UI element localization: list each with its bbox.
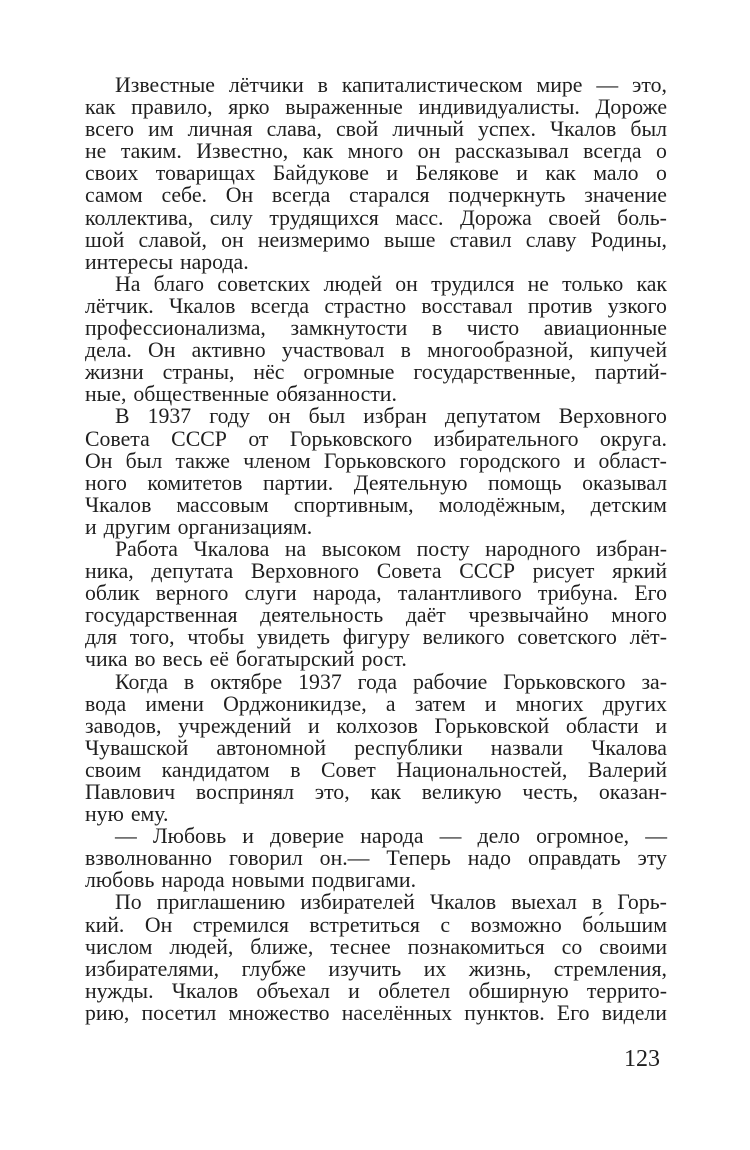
text-line: Работа Чкалова на высоком посту народного избран- (115, 536, 667, 561)
text-line: своих товарищах Байдукове и Белякове и как мало о (85, 161, 667, 186)
page-text (85, 74, 667, 1024)
text-line: лётчик. Чкалов всегда страстно восставал против узкого (85, 293, 667, 318)
paragraph (85, 538, 667, 671)
text-line: самом себе. Он всегда старался подчеркнуть значение (85, 183, 667, 208)
text-line: Чкалов массовым спортивным, молодёжным, детским (85, 492, 667, 517)
paragraph (85, 273, 667, 406)
text-line: как правило, ярко выраженные индивидуалисты. Дороже (85, 95, 667, 120)
text-line: В 1937 году он был избран депутатом Верховного (115, 404, 667, 429)
text-line: своим кандидатом в Совет Национальностей, Валерий (85, 757, 667, 782)
text-line: Когда в октябре 1937 года рабочие Горьковского за- (115, 669, 667, 694)
text-line: шой славой, он неизмеримо выше ставил славу Родины, (85, 227, 667, 252)
text-line: интересы народа. (85, 249, 249, 274)
text-line: — Любовь и доверие народа — дело огромное, — (115, 824, 667, 849)
text-line: Павлович воспринял это, как великую честь, оказан- (85, 780, 667, 804)
text-line: Известные лётчики в капиталистическом мире — это, (115, 73, 667, 97)
text-line: любовь народа новыми подвигами. (85, 868, 417, 893)
paragraph (85, 405, 667, 538)
text-line: государственная деятельность даёт чрезвычайно много (85, 603, 667, 628)
text-line: облик верного слуги народа, талантливого трибуна. Его (85, 581, 667, 606)
text-line: Совета СССР от Горьковского избирательного округа. (85, 426, 667, 451)
text-line: жизни страны, нёс огромные государственные, партий- (85, 360, 667, 385)
text-line: чика во весь её богатырский рост. (85, 647, 407, 672)
text-line: дела. Он активно участвовал в многообразной, кипучей (85, 338, 667, 363)
paragraph (85, 825, 667, 891)
paragraph (85, 671, 667, 826)
paragraph (85, 74, 667, 273)
text-line: заводов, учреждений и колхозов Горьковской области и (85, 713, 667, 738)
text-line: ную ему. (85, 802, 169, 827)
text-line: По приглашению избирателей Чкалов выехал в Горь- (115, 890, 667, 915)
text-line: кий. Он стремился встретиться с возможно бо́льшим (85, 912, 667, 937)
text-line: ного комитетов партии. Деятельную помощь оказывал (85, 470, 667, 495)
text-line: не таким. Известно, как много он рассказывал всегда о (85, 139, 667, 164)
paragraph (85, 891, 667, 1024)
text-line: профессионализма, замкнутости в чисто авиационные (85, 316, 667, 341)
text-line: для того, чтобы увидеть фигуру великого советского лёт- (85, 625, 667, 650)
text-line: взволнованно говорил он.— Теперь надо оправдать эту (85, 846, 667, 871)
text-line: вода имени Орджоникидзе, а затем и многих других (85, 691, 667, 716)
page-number: 123 (624, 1046, 660, 1072)
text-line: На благо советских людей он трудился не только как (115, 271, 667, 296)
text-line: всего им личная слава, свой личный успех. Чкалов был (85, 117, 667, 142)
text-line: числом людей, ближе, теснее познакомиться со своими (85, 934, 667, 959)
text-line: Он был также членом Горьковского городского и област- (85, 448, 667, 473)
text-line: рию, посетил множество населённых пунктов. Его видели (85, 1000, 667, 1025)
text-line: ника, депутата Верховного Совета СССР рисует яркий (85, 559, 667, 584)
text-line: нужды. Чкалов объехал и облетел обширную террито- (85, 978, 667, 1003)
text-line: и другим организациям. (85, 514, 313, 539)
text-line: избирателями, глубже изучить их жизнь, стремления, (85, 956, 667, 981)
text-line: Чувашской автономной республики назвали Чкалова (85, 735, 667, 760)
text-line: ные, общественные обязанности. (85, 382, 397, 407)
text-line: коллектива, силу трудящихся масс. Дорожа своей боль- (85, 205, 667, 230)
